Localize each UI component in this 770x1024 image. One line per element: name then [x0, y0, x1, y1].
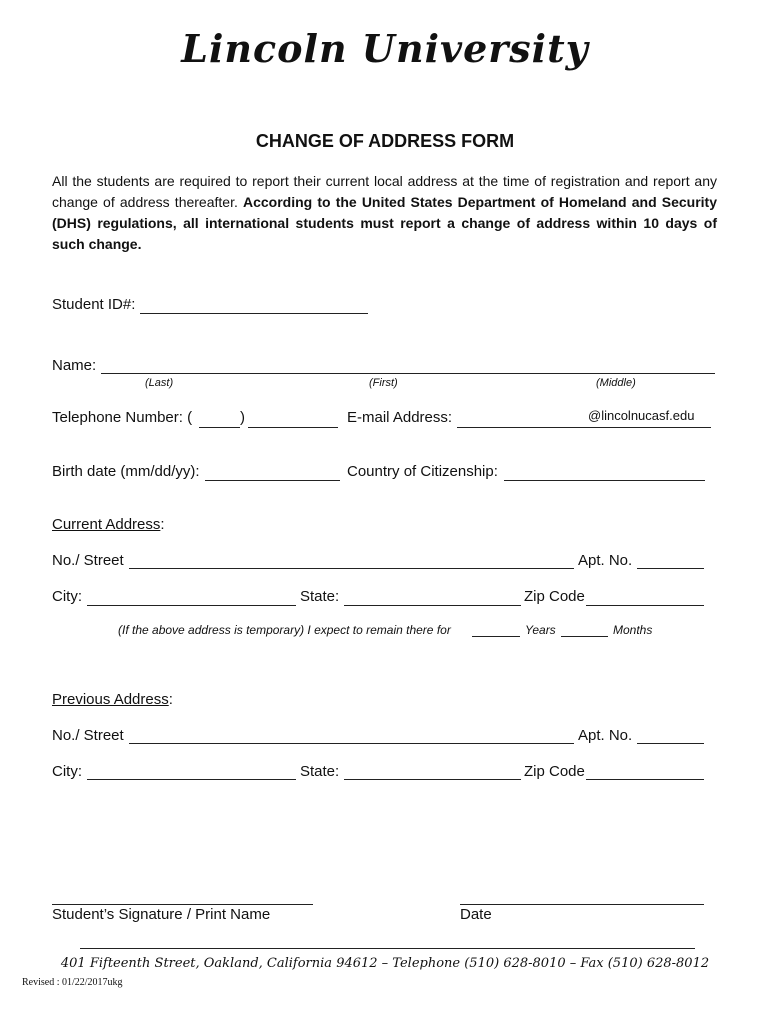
email-field[interactable] [457, 427, 711, 428]
current-city-label: City: [52, 588, 82, 605]
email-label: E-mail Address: [347, 409, 453, 426]
previous-zip-label: Zip Code [524, 763, 585, 780]
current-zip-field[interactable] [586, 605, 704, 606]
temporary-months-field[interactable] [561, 636, 608, 637]
email-domain-text: @lincolnucasf.edu [588, 408, 695, 423]
birth-date-label: Birth date (mm/dd/yy): [52, 463, 200, 480]
footer-divider [80, 948, 695, 949]
previous-zip-field[interactable] [586, 779, 704, 780]
current-state-label: State: [300, 588, 340, 605]
name-first-hint: (First) [369, 377, 398, 389]
previous-address-colon: : [168, 691, 173, 708]
current-state-field[interactable] [344, 605, 521, 606]
current-address-heading [52, 516, 165, 533]
temporary-months-label: Months [613, 623, 653, 637]
name-middle-hint: (Middle) [596, 377, 636, 389]
current-street-field[interactable] [129, 568, 574, 569]
previous-city-label: City: [52, 763, 82, 780]
revised-date: Revised : 01/22/2017ukg [22, 977, 123, 988]
citizenship-label: Country of Citizenship: [347, 463, 498, 480]
intro-bold-text: According to the United States Department of Homeland and Security (DHS) regulations, all international students must report a change of address within 10 days of such change. [52, 194, 717, 252]
student-id-label: Student ID#: [52, 296, 136, 313]
university-logo-title: Lincoln University [181, 26, 589, 71]
telephone-number-field[interactable] [248, 427, 338, 428]
previous-apt-field[interactable] [637, 743, 704, 744]
telephone-area-field[interactable] [199, 427, 240, 428]
current-apt-field[interactable] [637, 568, 704, 569]
telephone-label: Telephone Number: ( [52, 409, 193, 426]
current-street-label: No./ Street [52, 552, 124, 569]
previous-apt-label: Apt. No. [578, 727, 633, 744]
signature-field[interactable] [52, 904, 313, 905]
name-label: Name: [52, 357, 97, 374]
current-address-colon: : [160, 516, 165, 533]
footer-address: 401 Fifteenth Street, Oakland, California 94612 – Telephone (510) 628-8010 – Fax (510) 628-8012 [60, 956, 710, 971]
intro-paragraph [52, 171, 717, 255]
previous-state-field[interactable] [344, 779, 521, 780]
citizenship-field[interactable] [504, 480, 705, 481]
date-label: Date [460, 906, 492, 923]
signature-label: Student’s Signature / Print Name [52, 906, 271, 923]
previous-street-label: No./ Street [52, 727, 124, 744]
name-field[interactable] [101, 373, 715, 374]
intro-text: All the students are required to report their current local address at the time of registration and report any change of address thereafter. [52, 173, 717, 210]
current-address-title: Current Address [52, 516, 161, 533]
previous-street-field[interactable] [129, 743, 574, 744]
temporary-note: (If the above address is temporary) I expect to remain there for [118, 623, 451, 637]
date-field[interactable] [460, 904, 704, 905]
telephone-close-paren: ) [240, 409, 245, 426]
current-apt-label: Apt. No. [578, 552, 633, 569]
temporary-years-field[interactable] [472, 636, 520, 637]
name-last-hint: (Last) [145, 377, 174, 389]
student-id-field[interactable] [140, 313, 368, 314]
current-zip-label: Zip Code [524, 588, 585, 605]
previous-state-label: State: [300, 763, 340, 780]
temporary-years-label: Years [525, 623, 556, 637]
previous-address-heading [52, 691, 173, 708]
previous-city-field[interactable] [87, 779, 296, 780]
previous-address-title: Previous Address [52, 691, 169, 708]
current-city-field[interactable] [87, 605, 296, 606]
form-title: CHANGE OF ADDRESS FORM [255, 131, 515, 151]
birth-date-field[interactable] [205, 480, 340, 481]
